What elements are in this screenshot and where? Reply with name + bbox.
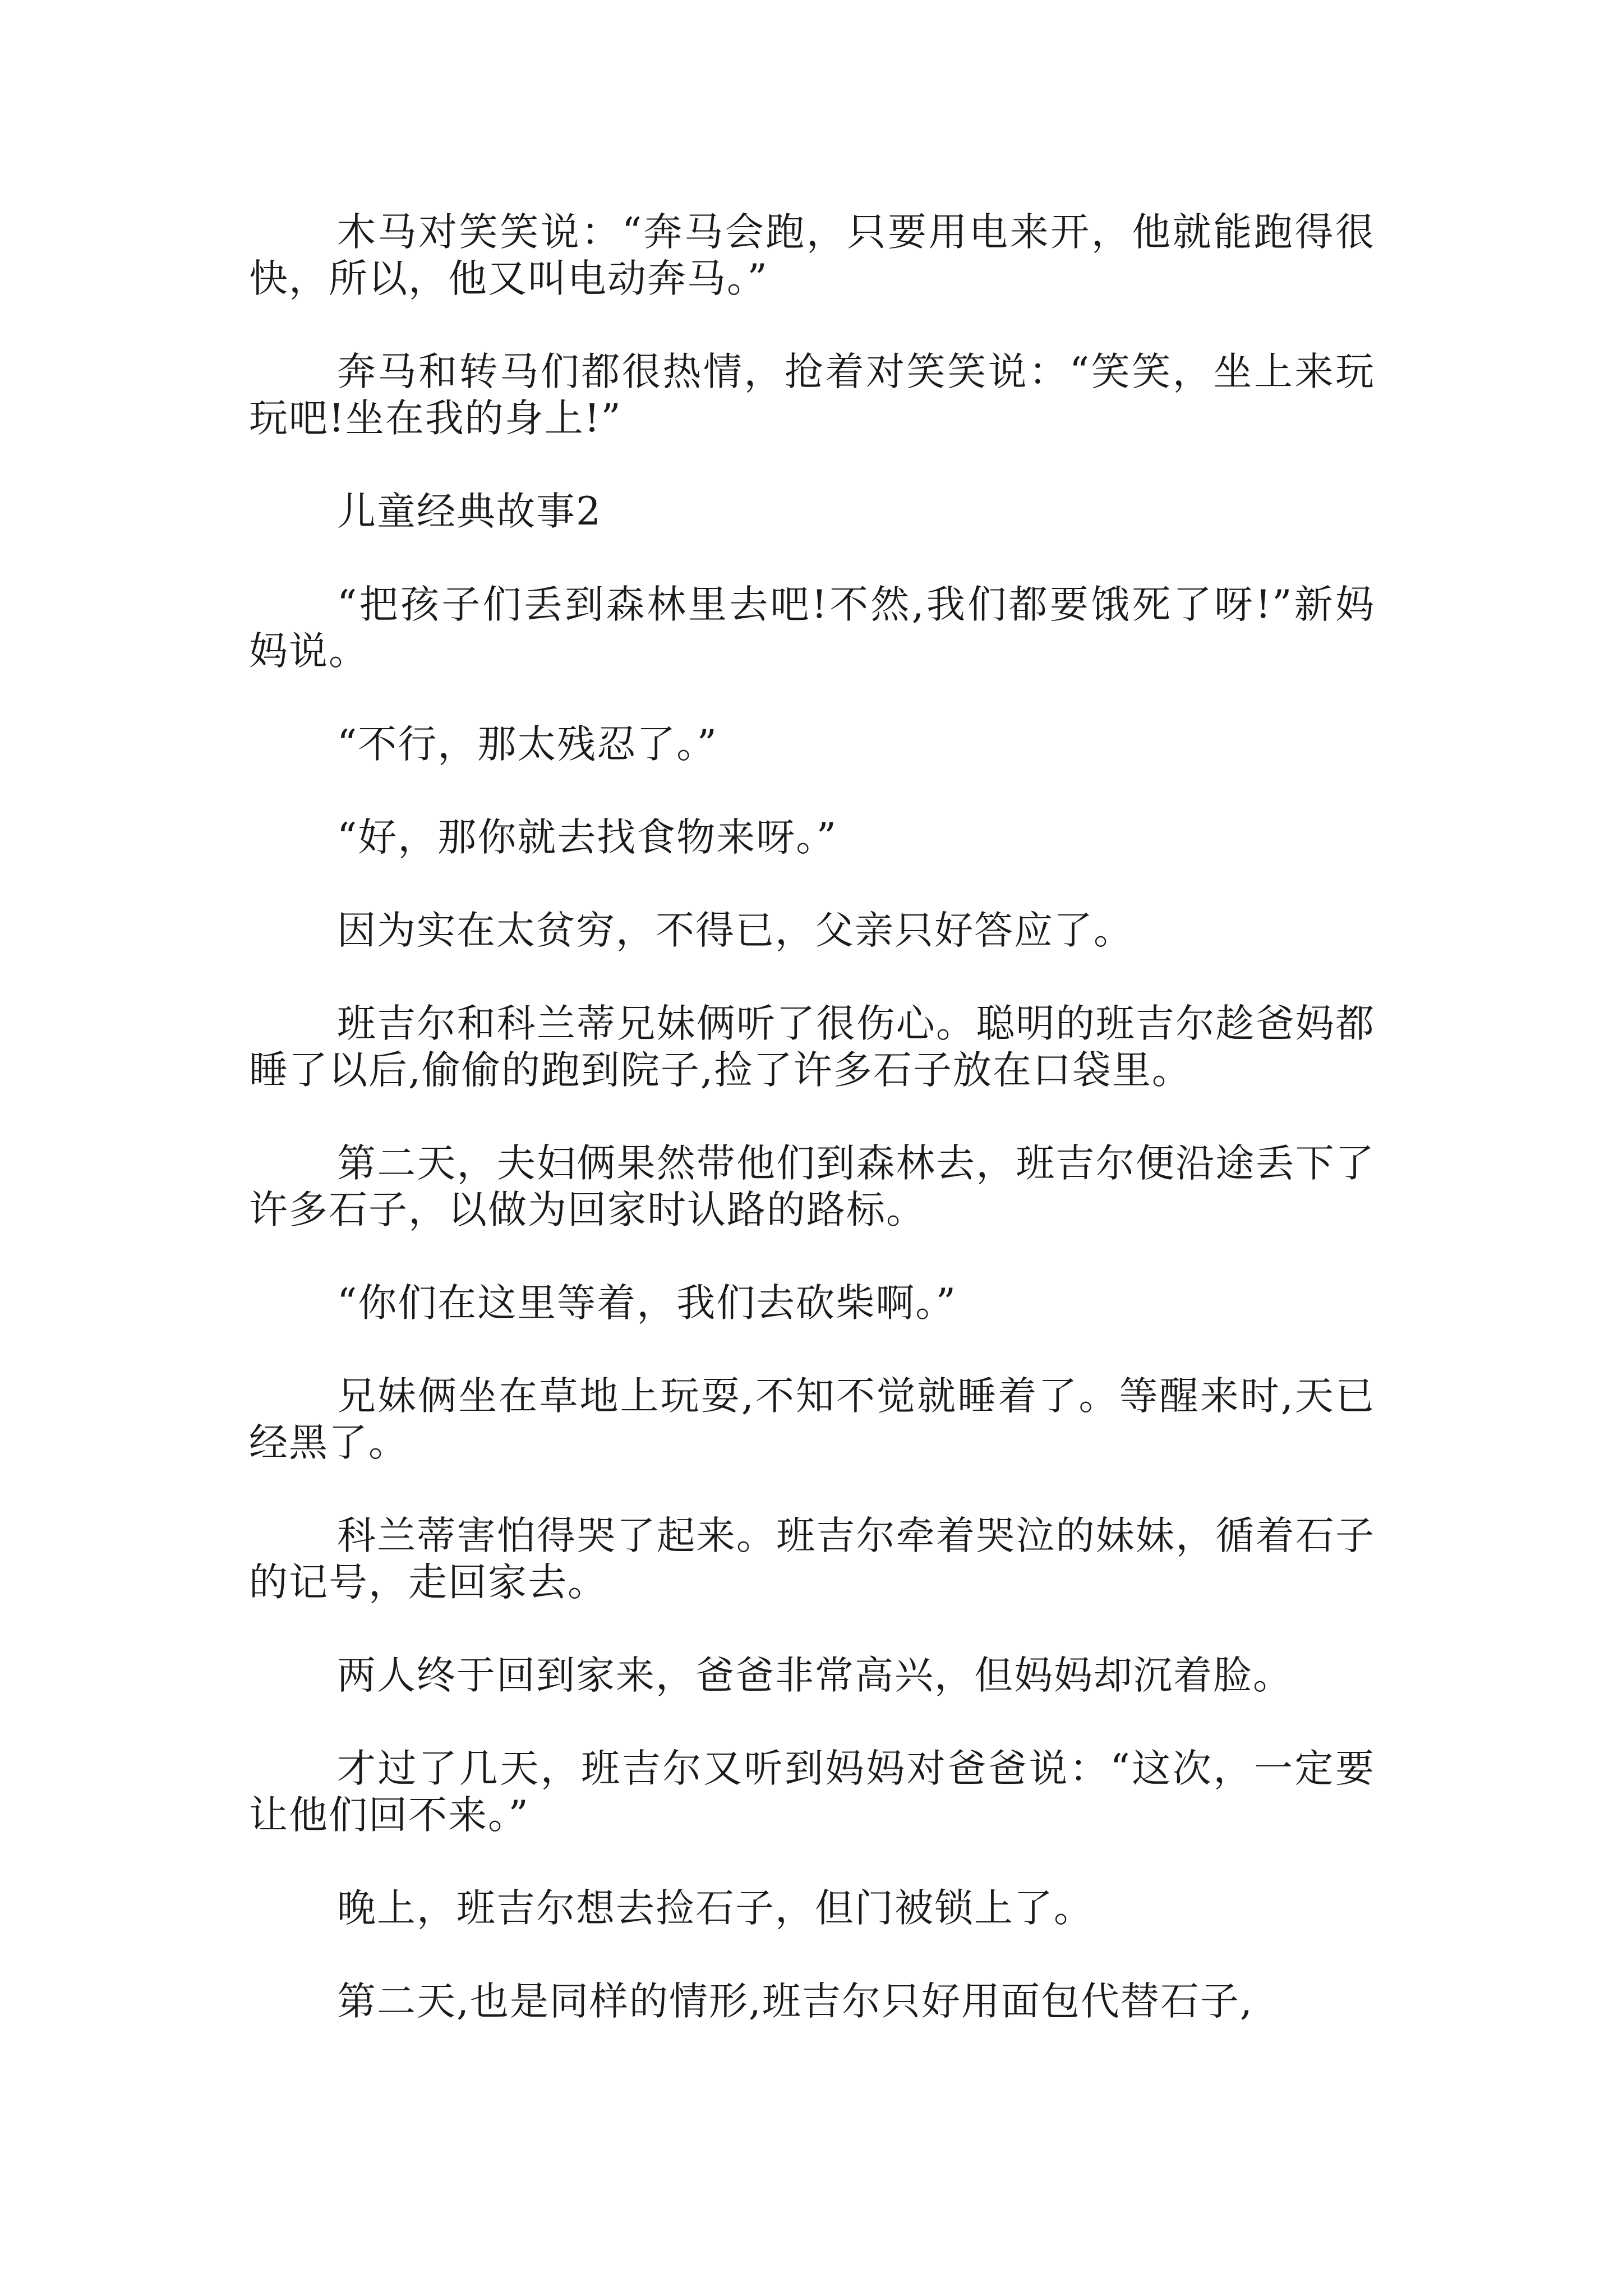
paragraph: 奔马和转马们都很热情，抢着对笑笑说：“笑笑，坐上来玩玩吧!坐在我的身上!” (249, 349, 1375, 441)
paragraph: 木马对笑笑说：“奔马会跑，只要用电来开，他就能跑得很快，所以，他又叫电动奔马。” (249, 210, 1375, 301)
paragraph: “不行，那太残忍了。” (337, 722, 718, 767)
paragraph: “好，那你就去找食物来呀。” (337, 815, 838, 860)
paragraph: “把孩子们丢到森林里去吧!不然,我们都要饿死了呀!”新妈妈说。 (249, 582, 1375, 674)
paragraph: 两人终于回到家来，爸爸非常高兴，但妈妈却沉着脸。 (337, 1653, 1293, 1698)
paragraph: 第二天,也是同样的情形,班吉尔只好用面包代替石子, (337, 1979, 1253, 2024)
paragraph: 晚上，班吉尔想去捡石子，但门被锁上了。 (337, 1886, 1094, 1931)
paragraph: 班吉尔和科兰蒂兄妹俩听了很伤心。聪明的班吉尔趁爸妈都睡了以后,偷偷的跑到院子,捡了许多石子放在口袋里。 (249, 1001, 1375, 1093)
section-heading: 儿童经典故事2 (337, 489, 602, 534)
paragraph: 第二天，夫妇俩果然带他们到森林去，班吉尔便沿途丢下了许多石子，以做为回家时认路的路标。 (249, 1141, 1375, 1232)
paragraph: 才过了几天，班吉尔又听到妈妈对爸爸说：“这次，一定要让他们回不来。” (249, 1746, 1375, 1838)
document-body (249, 209, 1375, 2072)
paragraph: 兄妹俩坐在草地上玩耍,不知不觉就睡着了。等醒来时,天已经黑了。 (249, 1374, 1375, 1465)
paragraph: 科兰蒂害怕得哭了起来。班吉尔牵着哭泣的妹妹，循着石子的记号，走回家去。 (249, 1513, 1375, 1605)
paragraph: “你们在这里等着，我们去砍柴啊。” (337, 1281, 957, 1326)
paragraph: 因为实在太贫穷，不得已，父亲只好答应了。 (337, 908, 1133, 953)
